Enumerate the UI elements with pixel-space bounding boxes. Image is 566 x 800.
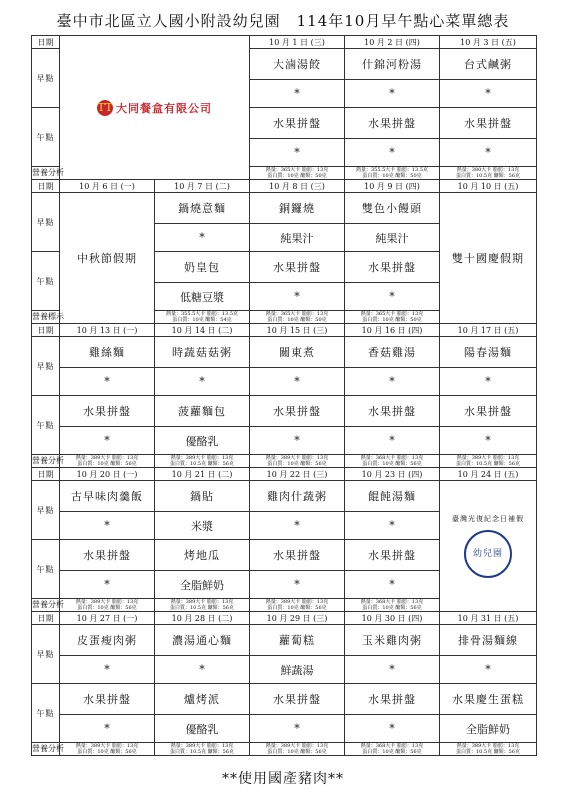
- menu-item: *: [345, 571, 440, 599]
- menu-item: 陽春湯麵: [440, 337, 537, 368]
- menu-item: 水果拼盤: [250, 108, 345, 139]
- date-cell: 10 月 20 日 (一): [60, 468, 155, 481]
- afternoon-label: 午點: [32, 684, 60, 743]
- date-cell: 10 月 1 日 (三): [250, 36, 345, 49]
- date-cell: 10 月 7 日 (二): [155, 180, 250, 193]
- menu-table: [31, 35, 537, 756]
- nutrition-cell: 熱量：389大卡 脂肪：13克 蛋白質：10克 醣類：56克: [60, 455, 155, 468]
- menu-item: *: [250, 715, 345, 743]
- week3-afternoon-row-2: [32, 427, 537, 455]
- date-cell: 10 月 30 日 (四): [345, 612, 440, 625]
- menu-item: *: [155, 224, 250, 252]
- menu-item: *: [60, 427, 155, 455]
- week5-nutrition-row: [32, 743, 537, 756]
- menu-item: *: [250, 283, 345, 311]
- date-cell: 10 月 27 日 (一): [60, 612, 155, 625]
- menu-item: 鮮蔬湯: [250, 656, 345, 684]
- menu-item: *: [440, 368, 537, 396]
- menu-item: 純果汁: [250, 224, 345, 252]
- menu-item: 全脂鮮奶: [155, 571, 250, 599]
- holiday-cell: [440, 481, 537, 612]
- menu-item: 大滷湯餃: [250, 49, 345, 80]
- date-cell: 10 月 23 日 (四): [345, 468, 440, 481]
- menu-item: *: [345, 80, 440, 108]
- menu-item: 全脂鮮奶: [440, 715, 537, 743]
- menu-item: 水果拼盤: [250, 252, 345, 283]
- nutrition-cell: 熱量：380大卡 脂肪：13克 蛋白質：10.5克 醣類：56克: [440, 167, 537, 180]
- nutrition-cell: 熱量：368大卡 脂肪：13克 蛋白質：10克 醣類：56克: [345, 743, 440, 756]
- menu-item: 烤地瓜: [155, 540, 250, 571]
- menu-item: 水果拼盤: [345, 252, 440, 283]
- morning-label: 早點: [32, 193, 60, 252]
- date-cell: 10 月 22 日 (三): [250, 468, 345, 481]
- menu-item: *: [440, 139, 537, 167]
- nutrition-label: 營養標示: [32, 311, 60, 324]
- menu-item: 關東煮: [250, 337, 345, 368]
- menu-item: *: [250, 368, 345, 396]
- menu-item: 水果拼盤: [345, 108, 440, 139]
- week2-morning-row: [32, 193, 537, 224]
- date-cell: 10 月 21 日 (二): [155, 468, 250, 481]
- morning-label: 早點: [32, 49, 60, 108]
- menu-item: *: [250, 139, 345, 167]
- company-logo-icon: TT: [97, 100, 113, 114]
- menu-item: *: [345, 139, 440, 167]
- date-cell: 10 月 14 日 (二): [155, 324, 250, 337]
- date-label: 日期: [32, 36, 60, 49]
- nutrition-cell: 熱量：389大卡 脂肪：13克 蛋白質：10克 醣類：56克: [250, 599, 345, 612]
- menu-item: 水果拼盤: [60, 540, 155, 571]
- menu-item: 菠蘿麵包: [155, 396, 250, 427]
- menu-item: 鍋貼: [155, 481, 250, 512]
- menu-item: 水果拼盤: [345, 684, 440, 715]
- menu-item: 水果拼盤: [440, 108, 537, 139]
- week3-afternoon-row: [32, 396, 537, 427]
- menu-item: *: [60, 571, 155, 599]
- menu-item: 餛飩湯麵: [345, 481, 440, 512]
- nutrition-cell: 熱量：389大卡 脂肪：13克 蛋白質：10克 醣類：56克: [250, 455, 345, 468]
- nutrition-cell: 熱量：355.5大卡 脂肪：13.5克 蛋白質：10克 醣類：50克: [345, 167, 440, 180]
- date-cell: 10 月 13 日 (一): [60, 324, 155, 337]
- menu-item: *: [155, 368, 250, 396]
- date-cell: 10 月 31 日 (五): [440, 612, 537, 625]
- week3-date-row: [32, 324, 537, 337]
- nutrition-label: 營養分析: [32, 455, 60, 468]
- menu-item: 雙色小饅頭: [345, 193, 440, 224]
- menu-item: 水果拼盤: [345, 396, 440, 427]
- morning-label: 早點: [32, 625, 60, 684]
- menu-item: 水果拼盤: [250, 540, 345, 571]
- menu-item: *: [440, 80, 537, 108]
- holiday-note: 臺灣光復紀念日補假: [452, 515, 524, 523]
- menu-item: 水果慶生蛋糕: [440, 684, 537, 715]
- nutrition-cell: 熱量：355.5大卡 脂肪：13.5克 蛋白質：10克 醣類：54克: [155, 311, 250, 324]
- menu-item: *: [60, 368, 155, 396]
- menu-item: *: [60, 512, 155, 540]
- menu-item: 爐烤派: [155, 684, 250, 715]
- week5-morning-row: [32, 625, 537, 656]
- nutrition-cell: 熱量：389大卡 脂肪：13克 蛋白質：10.5克 醣類：56克: [155, 743, 250, 756]
- menu-item: 水果拼盤: [60, 684, 155, 715]
- holiday-cell: 雙十國慶假期: [440, 193, 537, 324]
- menu-item: 皮蛋瘦肉粥: [60, 625, 155, 656]
- nutrition-cell: 熱量：368大卡 脂肪：13克 蛋白質：10克 醣類：56克: [345, 599, 440, 612]
- menu-item: *: [60, 656, 155, 684]
- nutrition-cell: 熱量：389大卡 脂肪：13克 蛋白質：10.5克 醣類：56克: [155, 455, 250, 468]
- date-cell: 10 月 2 日 (四): [345, 36, 440, 49]
- nutrition-cell: 熱量：389大卡 脂肪：13克 蛋白質：10.5克 醣類：56克: [440, 743, 537, 756]
- date-cell: 10 月 29 日 (三): [250, 612, 345, 625]
- date-cell: 10 月 3 日 (五): [440, 36, 537, 49]
- company-name: 大同餐盒有限公司: [116, 101, 212, 115]
- morning-label: 早點: [32, 481, 60, 540]
- date-cell: 10 月 10 日 (五): [440, 180, 537, 193]
- week3-morning-row: [32, 337, 537, 368]
- morning-label: 早點: [32, 337, 60, 396]
- menu-item: *: [250, 427, 345, 455]
- date-cell: 10 月 9 日 (四): [345, 180, 440, 193]
- menu-item: 優酪乳: [155, 715, 250, 743]
- date-cell: 10 月 15 日 (三): [250, 324, 345, 337]
- week3-morning-row-2: [32, 368, 537, 396]
- menu-item: *: [440, 427, 537, 455]
- menu-item: *: [250, 571, 345, 599]
- menu-item: 水果拼盤: [440, 396, 537, 427]
- menu-item: *: [155, 656, 250, 684]
- menu-item: *: [345, 656, 440, 684]
- menu-item: 香菇雞湯: [345, 337, 440, 368]
- nutrition-cell: 熱量：389大卡 脂肪：13克 蛋白質：10克 醣類：56克: [60, 743, 155, 756]
- date-cell: 10 月 17 日 (五): [440, 324, 537, 337]
- afternoon-label: 午點: [32, 540, 60, 599]
- menu-item: 排骨湯麵線: [440, 625, 537, 656]
- date-label: 日期: [32, 180, 60, 193]
- nutrition-cell: 熱量：389大卡 脂肪：13克 蛋白質：10克 醣類：56克: [60, 599, 155, 612]
- menu-item: 水果拼盤: [345, 540, 440, 571]
- menu-item: 雞絲麵: [60, 337, 155, 368]
- nutrition-cell: 熱量：389大卡 脂肪：13克 蛋白質：10.5克 醣類：56克: [155, 599, 250, 612]
- nutrition-label: 營養分析: [32, 743, 60, 756]
- menu-item: *: [345, 715, 440, 743]
- holiday-cell: 中秋節假期: [60, 193, 155, 324]
- menu-item: 水果拼盤: [60, 396, 155, 427]
- week5-afternoon-row-2: [32, 715, 537, 743]
- date-cell: 10 月 28 日 (二): [155, 612, 250, 625]
- footer-note: **使用國產豬肉**: [222, 771, 344, 787]
- menu-item: 時蔬菇菇粥: [155, 337, 250, 368]
- nutrition-cell: 熱量：389大卡 脂肪：13克 蛋白質：10.5克 醣類：56克: [440, 455, 537, 468]
- page-title: 臺中市北區立人國小附設幼兒園 114年10月早午點心菜單總表: [56, 12, 510, 30]
- menu-item: *: [250, 80, 345, 108]
- nutrition-label: 營養分析: [32, 167, 60, 180]
- menu-item: *: [60, 715, 155, 743]
- week4-morning-row: [32, 481, 537, 512]
- menu-item: 水果拼盤: [250, 684, 345, 715]
- week1-date-row: [32, 36, 537, 49]
- week5-date-row: [32, 612, 537, 625]
- menu-item: 濃湯通心麵: [155, 625, 250, 656]
- nutrition-cell: 熱量：365大卡 脂肪：13克 蛋白質：10克 醣類：50克: [250, 311, 345, 324]
- menu-item: 低糖豆漿: [155, 283, 250, 311]
- menu-item: 奶皇包: [155, 252, 250, 283]
- menu-item: 玉米雞肉粥: [345, 625, 440, 656]
- menu-item: *: [345, 368, 440, 396]
- date-cell: 10 月 16 日 (四): [345, 324, 440, 337]
- menu-item: *: [345, 427, 440, 455]
- week5-morning-row-2: [32, 656, 537, 684]
- menu-item: 銅鑼燒: [250, 193, 345, 224]
- menu-item: 什錦河粉湯: [345, 49, 440, 80]
- menu-item: 米漿: [155, 512, 250, 540]
- nutrition-cell: 熱量：368大卡 脂肪：13克 蛋白質：10克 醣類：56克: [345, 455, 440, 468]
- nutrition-cell: 熱量：365大卡 脂肪：13克 蛋白質：10克 醣類：50克: [345, 311, 440, 324]
- afternoon-label: 午點: [32, 108, 60, 167]
- week5-afternoon-row: [32, 684, 537, 715]
- menu-item: 優酪乳: [155, 427, 250, 455]
- menu-item: *: [345, 283, 440, 311]
- menu-item: *: [345, 512, 440, 540]
- afternoon-label: 午點: [32, 396, 60, 455]
- menu-item: 水果拼盤: [250, 396, 345, 427]
- nutrition-label: 營養分析: [32, 599, 60, 612]
- menu-item: *: [440, 656, 537, 684]
- date-cell: 10 月 8 日 (三): [250, 180, 345, 193]
- menu-item: 雞肉什蔬粥: [250, 481, 345, 512]
- week3-nutrition-row: [32, 455, 537, 468]
- company-logo: [60, 36, 250, 180]
- menu-item: *: [250, 512, 345, 540]
- nutrition-cell: 熱量：365大卡 脂肪：13克 蛋白質：10克 醣類：50克: [250, 167, 345, 180]
- menu-item: 蘿蔔糕: [250, 625, 345, 656]
- week2-date-row: [32, 180, 537, 193]
- menu-item: 鍋燒意麵: [155, 193, 250, 224]
- menu-item: 台式鹹粥: [440, 49, 537, 80]
- menu-item: 純果汁: [345, 224, 440, 252]
- date-label: 日期: [32, 468, 60, 481]
- menu-item: 古早味肉羹飯: [60, 481, 155, 512]
- nutrition-cell: 熱量：389大卡 脂肪：13克 蛋白質：10克 醣類：56克: [250, 743, 345, 756]
- week4-date-row: [32, 468, 537, 481]
- date-cell: 10 月 6 日 (一): [60, 180, 155, 193]
- date-label: 日期: [32, 612, 60, 625]
- date-cell: 10 月 24 日 (五): [440, 468, 537, 481]
- school-seal-icon: 幼兒園: [464, 530, 512, 578]
- afternoon-label: 午點: [32, 252, 60, 311]
- date-label: 日期: [32, 324, 60, 337]
